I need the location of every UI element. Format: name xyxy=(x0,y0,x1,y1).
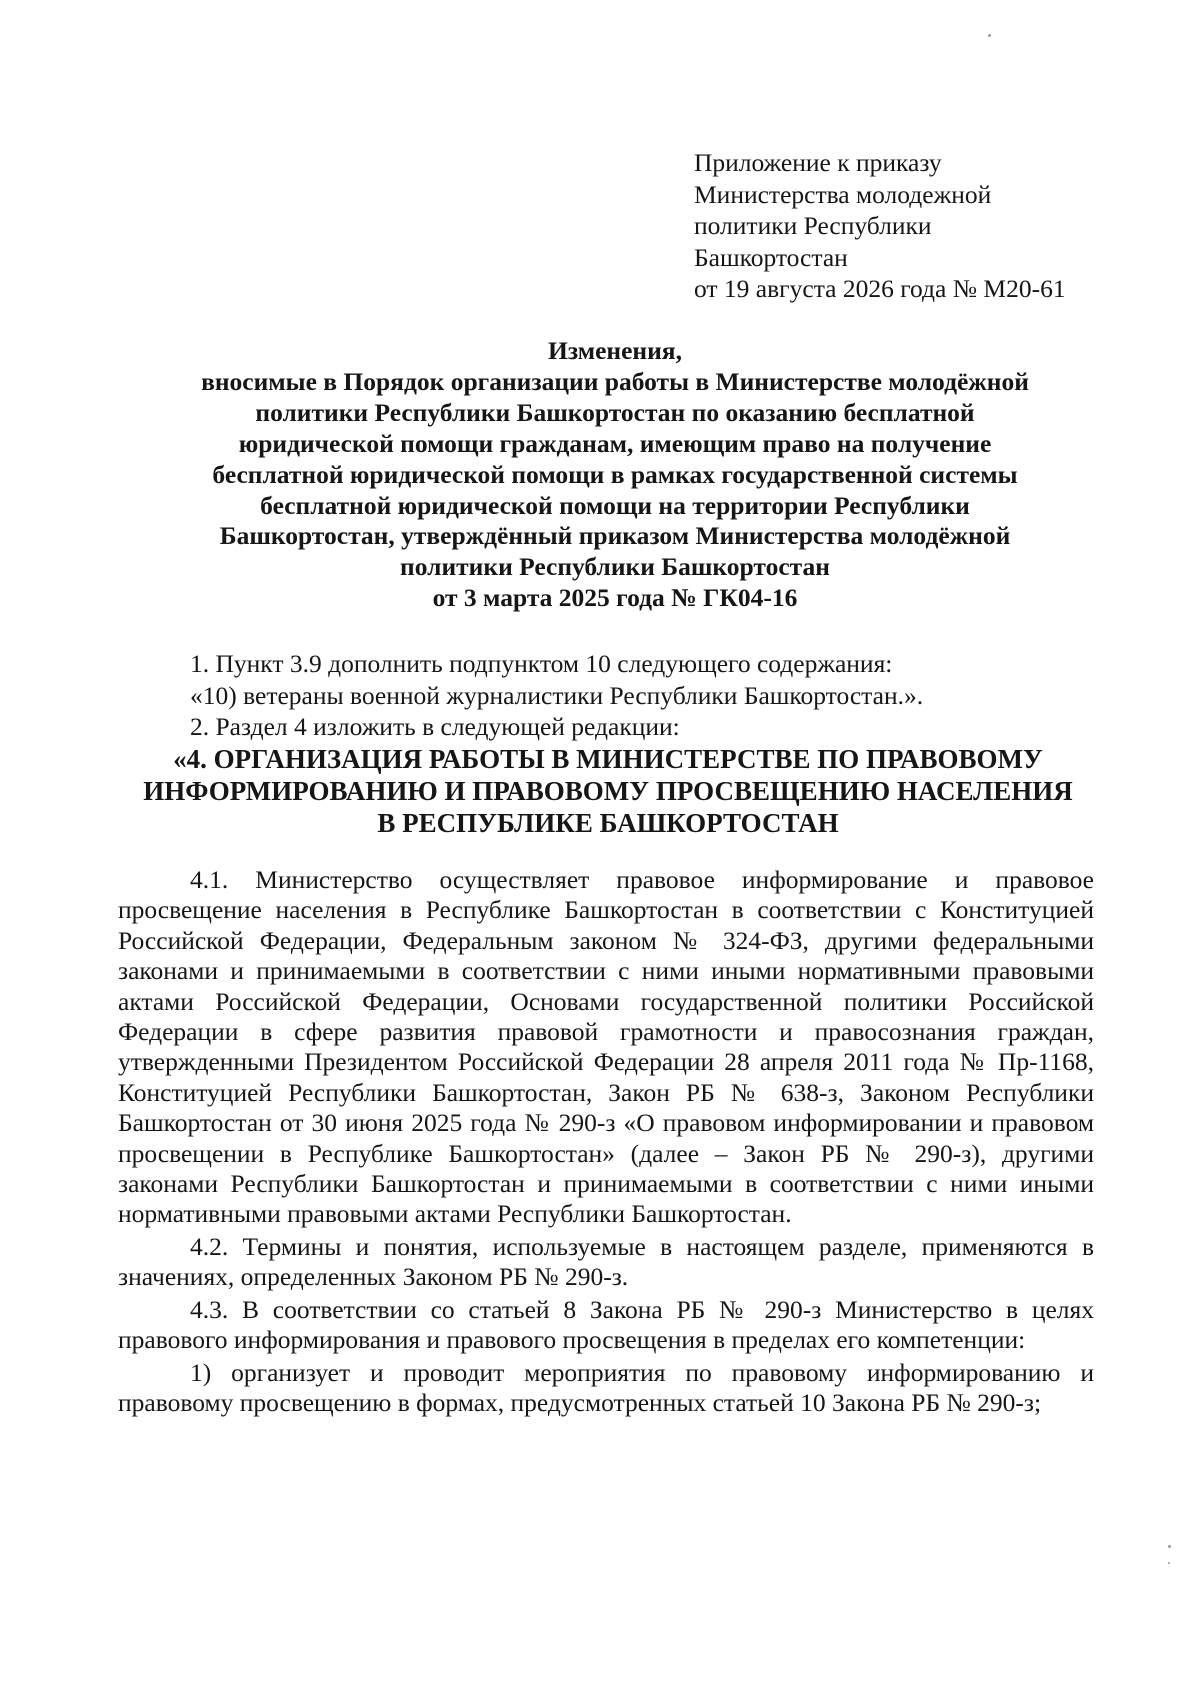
appendix-reference xyxy=(694,147,1134,305)
scan-speck xyxy=(1168,1545,1171,1548)
amendment-item-2: 2. Раздел 4 изложить в следующей редакции: xyxy=(190,712,680,741)
title-line: Башкортостан, утверждённый приказом Министерства молодёжной xyxy=(219,521,1011,551)
title-line: бесплатной юридической помощи в рамках государственной системы xyxy=(212,459,1018,489)
paragraph-4-1: 4.1. Министерство осуществляет правовое информирование и правовое просвещение населения в Республике Башкортостан в соответствии с Конституцией Российской Федерации, Федеральным законом № 324-ФЗ, другими федеральными законами и принимаемыми в соответствии с ними иными нормативными правовыми актами Российской Федерации, Основами государственной политики Российской Федерации в сфере развития правовой грамотности и правосознания граждан, утвержденными Президентом Российской Федерации 28 апреля 2011 года № Пр-1168, Конституцией Республики Башкортостан, Закон РБ № 638-з, Законом Республики Башкортостан от 30 июня 2025 года № 290-з «О правовом информировании и правовом просвещении в Республике Башкортостан» (далее – Закон РБ № 290-з), другими законами Республики Башкортостан и принимаемыми в соответствии с ними иными нормативными правовыми актами Республики Башкортостан. xyxy=(118,865,1094,1229)
appendix-line: Приложение к приказу xyxy=(694,148,942,177)
section-heading-line: «4. ОРГАНИЗАЦИЯ РАБОТЫ В МИНИСТЕРСТВЕ ПО ПРАВОВОМУ xyxy=(173,744,1043,774)
appendix-line: Министерства молодежной xyxy=(694,179,992,209)
section-body xyxy=(118,865,1094,1420)
section-heading-line: В РЕСПУБЛИКЕ БАШКОРТОСТАН xyxy=(377,808,839,838)
title-line: вносимые в Порядок организации работы в Министерстве молодёжной xyxy=(201,366,1029,396)
amendment-item-1-text: «10) ветераны военной журналистики Республики Башкортостан.». xyxy=(190,681,924,710)
section-heading xyxy=(120,743,1096,839)
scan-speck xyxy=(1168,1562,1170,1564)
paragraph-4-3-1: 1) организует и проводит мероприятия по правовому информированию и правовому просвещению в формах, предусмотренных статьей 10 Закона РБ № 290-з; xyxy=(118,1357,1094,1417)
title-line: Изменения, xyxy=(548,336,682,365)
appendix-order-date: от 19 августа 2026 года № М20-61 xyxy=(694,274,1066,304)
title-line: бесплатной юридической помощи на территории Республики xyxy=(260,490,970,520)
section-heading-line: ИНФОРМИРОВАНИЮ И ПРАВОВОМУ ПРОСВЕЩЕНИЮ НАСЕЛЕНИЯ xyxy=(143,776,1073,806)
paragraph-4-2: 4.2. Термины и понятия, используемые в настоящем разделе, применяются в значениях, определенных Законом РБ № 290-з. xyxy=(118,1231,1094,1292)
paragraph-4-3: 4.3. В соответствии со статьей 8 Закона РБ № 290-з Министерство в целях правового информирования и правового просвещения в пределах его компетенции: xyxy=(118,1294,1094,1355)
title-line: юридической помощи гражданам, имеющим право на получение xyxy=(238,428,992,458)
title-line: политики Республики Башкортостан по оказанию бесплатной xyxy=(255,397,975,427)
document-title xyxy=(150,336,1080,614)
scan-speck xyxy=(988,34,991,37)
title-line: от 3 марта 2025 года № ГК04-16 xyxy=(432,583,798,613)
amendment-item-1: 1. Пункт 3.9 дополнить подпунктом 10 следующего содержания: xyxy=(190,649,893,678)
title-line: политики Республики Башкортостан xyxy=(400,552,830,582)
appendix-line: политики Республики xyxy=(694,211,932,241)
appendix-line: Башкортостан xyxy=(694,242,848,272)
